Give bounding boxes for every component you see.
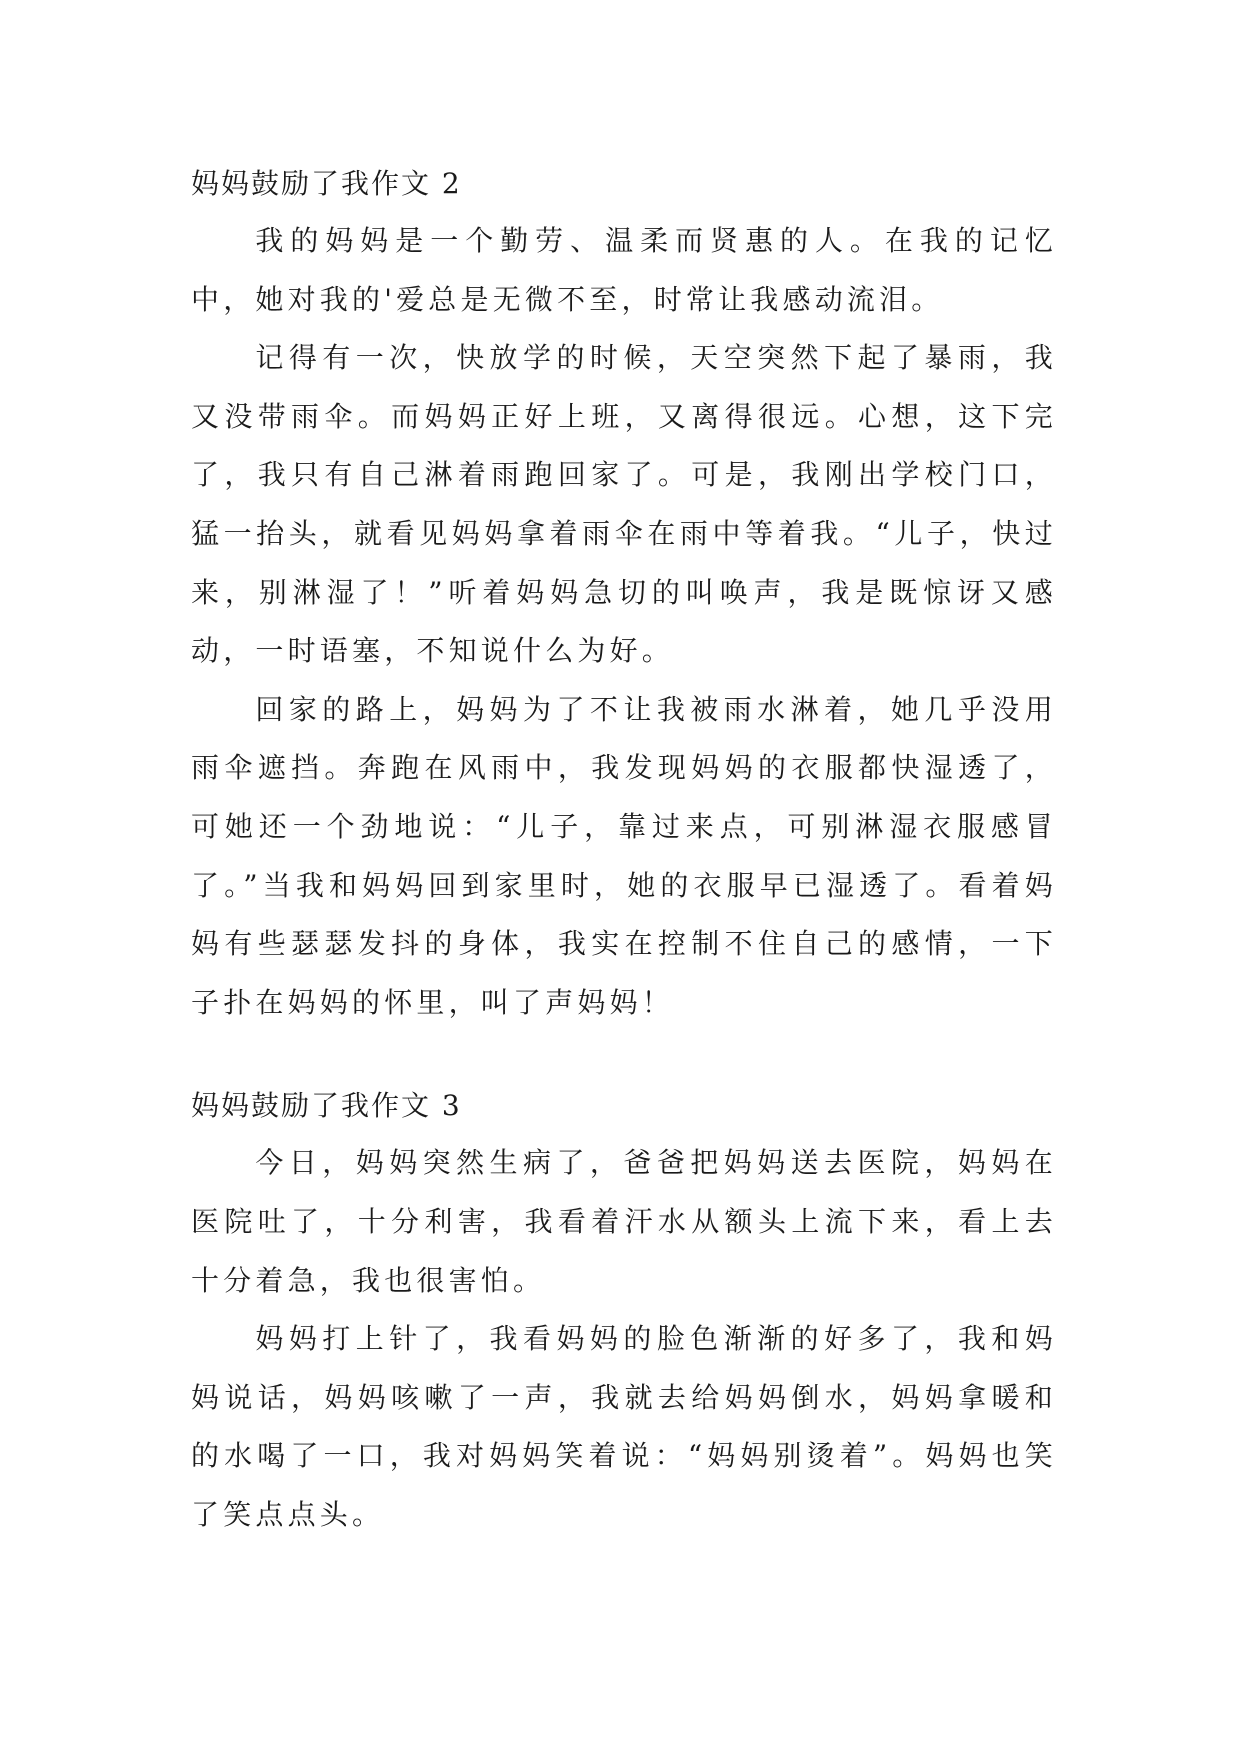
essay-paragraph: 今日，妈妈突然生病了，爸爸把妈妈送去医院，妈妈在医院吐了，十分利害，我看着汗水从额头上流下来，看上去十分着急，我也很害怕。 bbox=[191, 1146, 1057, 1297]
essay-paragraph: 回家的路上，妈妈为了不让我被雨水淋着，她几乎没用雨伞遮挡。奔跑在风雨中，我发现妈妈的衣服都快湿透了，可她还一个劲地说：“儿子，靠过来点，可别淋湿衣服感冒了。”当我和妈妈回到家里时，她的衣服早已湿透了。看着妈妈有些瑟瑟发抖的身体，我实在控制不住自己的感情，一下子扑在妈妈的怀里，叫了声妈妈！ bbox=[191, 692, 1057, 1019]
essay-section-2 bbox=[191, 155, 1057, 1032]
essay-section-3 bbox=[191, 1077, 1057, 1544]
essay-title: 妈妈鼓励了我作文 3 bbox=[191, 1089, 462, 1123]
essay-title: 妈妈鼓励了我作文 2 bbox=[191, 167, 462, 200]
document-body bbox=[191, 155, 1057, 1544]
essay-paragraph: 记得有一次，快放学的时候，天空突然下起了暴雨，我又没带雨伞。而妈妈正好上班，又离得很远。心想，这下完了，我只有自己淋着雨跑回家了。可是，我刚出学校门口，猛一抬头，就看见妈妈拿着雨伞在雨中等着我。“儿子，快过来，别淋湿了！”听着妈妈急切的叫唤声，我是既惊讶又感动，一时语塞，不知说什么为好。 bbox=[191, 341, 1057, 668]
essay-paragraph: 我的妈妈是一个勤劳、温柔而贤惠的人。在我的记忆中，她对我的'爱总是无微不至，时常让我感动流泪。 bbox=[191, 224, 1057, 316]
essay-paragraph: 妈妈打上针了，我看妈妈的脸色渐渐的好多了，我和妈妈说话，妈妈咳嗽了一声，我就去给妈妈倒水，妈妈拿暖和的水喝了一口，我对妈妈笑着说：“妈妈别烫着”。妈妈也笑了笑点点头。 bbox=[191, 1322, 1057, 1531]
